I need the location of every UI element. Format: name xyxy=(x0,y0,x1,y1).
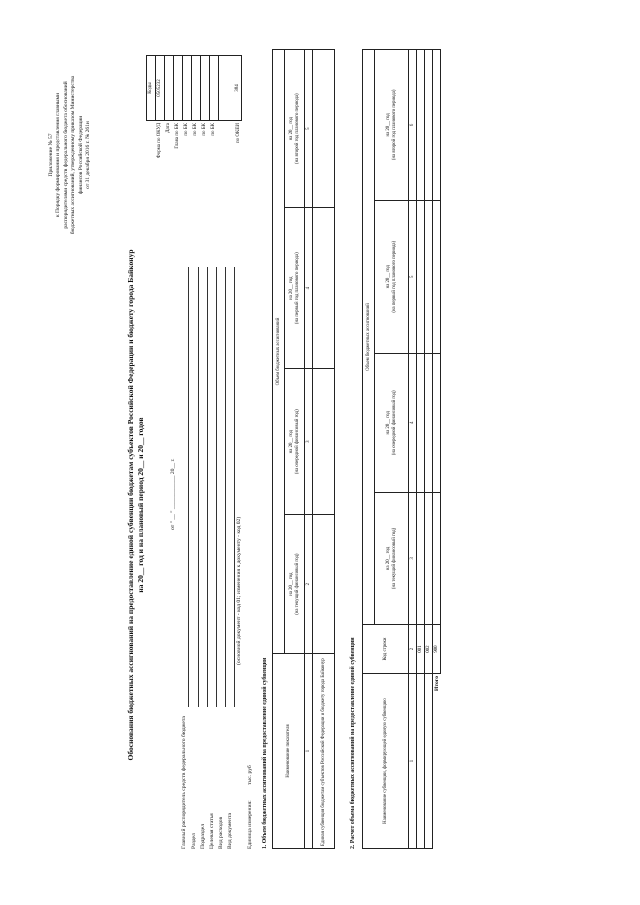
section2-cell[interactable] xyxy=(425,492,433,624)
code-value[interactable] xyxy=(174,56,183,121)
appendix-line: к Порядку формирования и представления главными xyxy=(55,92,62,218)
column-number: 4 xyxy=(409,353,417,492)
code-label: по БК xyxy=(202,123,207,136)
section2-cell[interactable] xyxy=(417,200,425,353)
section2-row-name[interactable] xyxy=(417,674,425,849)
row-code: 002 xyxy=(425,625,433,674)
year-desc: (на второй год планового периода) xyxy=(391,89,397,161)
title-line-2: на 20__ год и на плановый период 20__ и 20__ годов xyxy=(136,417,145,593)
appendix-reference xyxy=(48,20,92,290)
code-label: Дата xyxy=(166,123,171,133)
appendix-line: распорядителями средств федерального бюджета обоснований xyxy=(62,81,69,229)
section1-cell[interactable] xyxy=(313,208,335,369)
column-number: 2 xyxy=(409,625,417,674)
column-number: 5 xyxy=(305,50,313,208)
column-number: 2 xyxy=(305,515,313,654)
title-line-1: Обоснования бюджетных ассигнований на предоставление единой субвенции бюджетам субъектов Российской Федерации и бюджету города Байконур xyxy=(126,249,135,761)
code-label: по БК xyxy=(211,123,216,136)
code-label: Глава по БК xyxy=(175,123,180,149)
field-line-expense-type[interactable] xyxy=(225,267,226,707)
section2-year-header xyxy=(375,50,409,201)
code-value[interactable]: 384 xyxy=(219,56,242,121)
appendix-number: Приложение № 57 xyxy=(48,133,54,177)
unit-value: тыс. руб xyxy=(247,765,253,785)
year-desc: (на очередной финансовый год) xyxy=(391,390,397,456)
code-label: Форма по ОКУД xyxy=(157,123,162,159)
field-label-main-manager: Главный распорядитель средств федерального бюджета xyxy=(181,716,187,849)
field-line-subsection[interactable] xyxy=(207,267,208,707)
section2-total-cell[interactable] xyxy=(433,353,441,492)
section2-cell[interactable] xyxy=(417,492,425,624)
field-line-section[interactable] xyxy=(198,267,199,707)
column-number: 5 xyxy=(409,200,417,353)
column-number: 6 xyxy=(409,50,417,201)
section1-year-header xyxy=(285,50,305,208)
page-title xyxy=(126,225,146,785)
section1-col-group: Объем бюджетных ассигнований xyxy=(273,50,285,654)
section1-col-name: Наименование показателя xyxy=(273,654,305,849)
year-desc: (на текущий финансовый год) xyxy=(294,553,300,615)
code-value[interactable] xyxy=(183,56,192,121)
field-label-subsection: Подраздел xyxy=(200,823,206,849)
field-label-section: Раздел xyxy=(191,833,197,849)
section1-cell[interactable] xyxy=(313,369,335,515)
section1-row-label: Единая субвенция бюджетам субъектов Российской Федерации и бюджету города Байконур xyxy=(313,654,335,849)
section1-cell[interactable] xyxy=(313,515,335,654)
field-label-expense-type: Вид расходов xyxy=(218,816,224,849)
field-line-target-article[interactable] xyxy=(216,267,217,707)
field-line-document-type[interactable] xyxy=(234,267,235,707)
year-line: на 20__ год xyxy=(385,411,391,435)
section2-year-header xyxy=(375,200,409,353)
document-type-hint: (основной документ - код 01; изменения к документу - код 02) xyxy=(236,516,242,665)
section1-cell[interactable] xyxy=(313,50,335,208)
section2-total-cell[interactable] xyxy=(433,492,441,624)
code-label: по БК xyxy=(184,123,189,136)
section2-cell[interactable] xyxy=(417,50,425,201)
total-label: Итого xyxy=(433,676,440,692)
year-line: на 20__ год xyxy=(288,276,294,300)
code-value[interactable]: 0505232 xyxy=(156,56,165,121)
column-number: 1 xyxy=(305,654,313,849)
year-line: на 20__ год xyxy=(385,546,391,571)
section1-year-header xyxy=(285,369,305,515)
section2-cell[interactable] xyxy=(417,353,425,492)
unit-label: Единица измерения: xyxy=(247,800,253,849)
year-desc: (на второй год планового периода) xyxy=(294,93,300,164)
appendix-line: бюджетных ассигнований, утвержденному приказом Министерства xyxy=(70,75,77,235)
section1-table xyxy=(272,49,335,849)
field-line-main-manager[interactable] xyxy=(188,267,189,707)
section2-cell[interactable] xyxy=(425,353,433,492)
column-number: 3 xyxy=(305,369,313,515)
section2-cell[interactable] xyxy=(425,50,433,201)
section1-title: 1. Объем бюджетных ассигнований на предоставление единой субвенции xyxy=(262,657,268,849)
code-value[interactable] xyxy=(165,56,174,121)
code-value[interactable] xyxy=(201,56,210,121)
section2-cell[interactable] xyxy=(425,200,433,353)
section2-title: 2. Расчет объема бюджетных ассигнований на предоставление единой субвенции xyxy=(350,637,356,849)
row-code: 001 xyxy=(417,625,425,674)
year-desc: (на первый год планового периода) xyxy=(391,240,397,313)
column-number: 1 xyxy=(409,674,417,849)
codes-header: Коды xyxy=(147,56,156,121)
year-desc: (на первый год планового периода) xyxy=(294,252,300,325)
section2-year-header xyxy=(375,492,409,624)
year-line: на 20__ год xyxy=(288,572,294,596)
code-value[interactable] xyxy=(210,56,219,121)
column-number: 3 xyxy=(409,492,417,624)
section1-year-header xyxy=(285,208,305,369)
row-code: 900 xyxy=(433,625,441,674)
section1-year-header xyxy=(285,515,305,654)
field-label-document-type: Вид документа xyxy=(227,813,233,849)
field-label-target-article: Целевая статья xyxy=(209,813,215,849)
column-number: 4 xyxy=(305,208,313,369)
year-line: на 20__ год xyxy=(385,265,391,289)
section2-col-code: Код строки xyxy=(363,625,409,674)
codes-table xyxy=(146,55,242,205)
section2-row-name[interactable] xyxy=(425,674,433,849)
year-line: на 20__ год xyxy=(385,113,391,137)
section2-col-name: Наименование субвенции, формирующей единую субвенцию xyxy=(363,674,409,849)
code-value[interactable] xyxy=(192,56,201,121)
year-desc: (на очередной финансовый год) xyxy=(294,409,300,475)
appendix-line: от 31 декабря 2016 г. № 261н xyxy=(85,121,92,189)
section2-table xyxy=(362,49,441,849)
year-line: на 20__ год xyxy=(288,117,294,141)
appendix-line: финансов Российской Федерации xyxy=(77,115,84,195)
section2-col-group: Объем бюджетных ассигнований xyxy=(363,50,375,625)
code-label: по БК xyxy=(193,123,198,136)
year-desc: (на текущий финансовый год) xyxy=(391,527,397,590)
section2-year-header xyxy=(375,353,409,492)
document-date: от " __ " ____________ 20__ г. xyxy=(170,458,176,530)
section2-total-cell[interactable] xyxy=(433,200,441,353)
section2-total-cell[interactable] xyxy=(433,50,441,201)
code-label: по ОКЕИ xyxy=(235,123,241,144)
year-line: на 20__ год xyxy=(288,430,294,454)
